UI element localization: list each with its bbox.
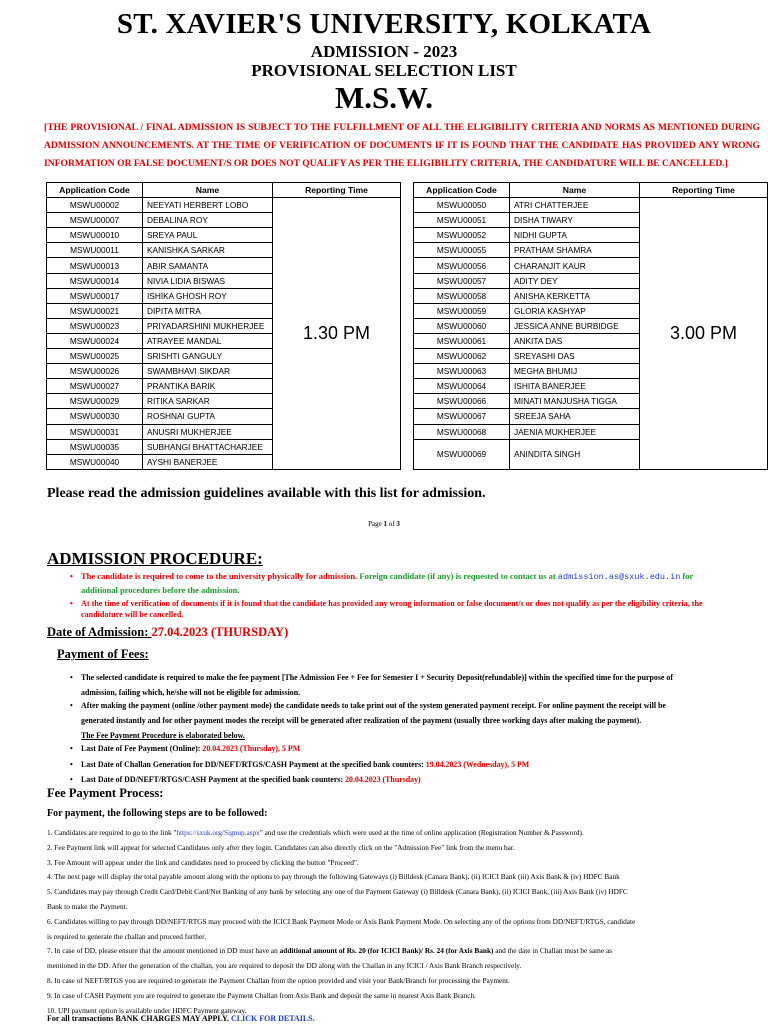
step-8: 8. In case of NEFT/RTGS you are required to generate the Payment Challan from the option provided and visit your Bank/Branch for processing the Payment. (47, 975, 510, 985)
page-mid: of (387, 520, 397, 528)
step-7c: mentioned in the DD. After the generation of the challan, you are required to deposit the DD along with the Challan in any ICICI / Axis Bank Branch respectively. (47, 961, 522, 971)
payment-of-fees-title: Payment of Fees: (57, 647, 149, 661)
header-time-right: Reporting Time (640, 183, 768, 198)
left-reporting-time: 1.30 PM (273, 198, 401, 470)
right-code-cell: MSWU00055 (414, 243, 510, 258)
program-title: M.S.W. (335, 80, 433, 115)
page-prefix: Page (368, 520, 384, 528)
header-time-left: Reporting Time (273, 183, 401, 198)
right-name-cell: ANISHA KERKETTA (510, 288, 640, 303)
right-name-cell: ANKITA DAS (510, 333, 640, 348)
page-total: 3 (396, 520, 400, 528)
university-title: ST. XAVIER'S UNIVERSITY, KOLKATA (116, 8, 652, 40)
footer-text: For all transactions BANK CHARGES MAY APPLY. (47, 1014, 232, 1023)
left-code-cell: MSWU00011 (47, 243, 143, 258)
right-code-cell: MSWU00061 (414, 333, 510, 348)
header-name-left: Name (143, 183, 273, 198)
fees-p5-label: Last Date of DD/NEFT/RTGS/CASH Payment at the specified bank counters: (81, 775, 346, 784)
selection-table (46, 182, 768, 470)
fees-bullet-2 (70, 698, 731, 743)
step-6a: 6. Candidates willing to pay through DD/NEFT/RTGS may proceed with the ICICI Bank Payment Mode or Axis Bank Payment Mode. On selecting any of the options from DD/NEFT/RTGS, candidate (47, 916, 636, 926)
b2-line1: At the time of verification of documents if it is found that the candidate has provided any wrong information or false document/s or does not qualify as per the eligibility criteria, the (81, 599, 703, 608)
left-name-cell: ISHIKA GHOSH ROY (143, 288, 273, 303)
right-code-cell: MSWU00064 (414, 379, 510, 394)
right-code-cell: MSWU00062 (414, 349, 510, 364)
fee-payment-process-title: Fee Payment Process: (47, 786, 164, 800)
right-code-cell: MSWU00066 (414, 394, 510, 409)
procedure-bullet-1 (70, 570, 731, 597)
table-row (47, 198, 768, 213)
left-code-cell: MSWU00014 (47, 273, 143, 288)
fees-p2-l1: After making the payment (online /other payment mode) the candidate needs to take print out of the system generated payment receipt. For online payment the receipt will be (81, 701, 666, 710)
header-name-right: Name (510, 183, 640, 198)
right-name-cell: JAENIA MUKHERJEE (510, 424, 640, 439)
step-5b: Bank to make the Payment. (47, 901, 128, 911)
right-name-cell: ADITY DEY (510, 273, 640, 288)
step-3: 3. Fee Amount will appear under the link and candidates need to proceed by clicking the button "Proceed". (47, 857, 359, 867)
left-code-cell: MSWU00035 (47, 439, 143, 454)
right-code-cell: MSWU00059 (414, 303, 510, 318)
admission-year: ADMISSION - 2023 (310, 42, 458, 61)
left-code-cell: MSWU00007 (47, 213, 143, 228)
left-code-cell: MSWU00030 (47, 409, 143, 424)
bullet-icon: • (70, 744, 73, 753)
b1-green-c: additional procedures before the admission. (81, 585, 240, 595)
procedure-title-text: ADMISSION PROCEDURE: (47, 549, 263, 568)
bank-charges-footer (47, 1014, 315, 1023)
date-of-admission (47, 625, 288, 640)
fees-p3-value: 20.04.2023 (Thursday), 5 PM (202, 744, 301, 753)
left-name-cell: NEEYATI HERBERT LOBO (143, 198, 273, 213)
procedure-bullet-2 (70, 598, 741, 620)
left-code-cell: MSWU00025 (47, 349, 143, 364)
right-name-cell: SREYASHI DAS (510, 349, 640, 364)
right-name-cell: MEGHA BHUMIJ (510, 364, 640, 379)
step-10: 10. UPI payment option is available under HDFC Payment gateway. (47, 1005, 247, 1015)
right-code-cell: MSWU00068 (414, 424, 510, 439)
left-code-cell: MSWU00002 (47, 198, 143, 213)
table-gap (401, 198, 414, 470)
doa-label: Date of Admission: (47, 625, 152, 639)
right-name-cell: NIDHI GUPTA (510, 228, 640, 243)
step-7a (47, 944, 727, 959)
step-9: 9. In case of CASH Payment you are required to generate the Payment Challan from Axis Bank and deposit the same in nearest Axis Bank Branch. (47, 990, 476, 1000)
right-name-cell: ATRI CHATTERJEE (510, 198, 640, 213)
table-body (47, 198, 768, 470)
signup-link[interactable]: https://sxuk.org/Signup.aspx (176, 828, 260, 837)
fees-bullet-1 (70, 670, 731, 700)
step-1-a: 1. Candidates are required to go to the link " (47, 828, 177, 837)
right-code-cell: MSWU00057 (414, 273, 510, 288)
left-name-cell: ROSHNAI GUPTA (143, 409, 273, 424)
fees-p3-label: Last Date of Fee Payment (Online): (81, 744, 203, 753)
step-7-b: and the date in Challan must be same as (493, 946, 612, 956)
doa-value: 27.04.2023 (THURSDAY) (151, 625, 289, 639)
right-name-cell: ANINDITA SINGH (510, 439, 640, 469)
page-number (0, 520, 768, 528)
left-code-cell: MSWU00024 (47, 333, 143, 348)
fees-p2-l3: The Fee Payment Procedure is elaborated below. (81, 731, 245, 740)
right-code-cell: MSWU00051 (414, 213, 510, 228)
left-code-cell: MSWU00040 (47, 454, 143, 469)
table-header-row (47, 183, 768, 198)
left-name-cell: PRIYADARSHINI MUKHERJEE (143, 318, 273, 333)
bullet-icon: • (70, 760, 73, 769)
left-name-cell: ABIR SAMANTA (143, 258, 273, 273)
fees-p4-value: 19.04.2023 (Wednesday), 5 PM (425, 760, 530, 769)
left-code-cell: MSWU00023 (47, 318, 143, 333)
right-name-cell: PRATHAM SHAMRA (510, 243, 640, 258)
left-code-cell: MSWU00021 (47, 303, 143, 318)
right-reporting-time: 3.00 PM (640, 198, 768, 470)
b1-green-a: Foreign candidate (if any) is requested to contact us at (357, 571, 558, 581)
right-name-cell: SREEJA SAHA (510, 409, 640, 424)
step-5a: 5. Candidates may pay through Credit Card/Debit Card/Net Banking of any bank by selecting any one of the Payment Gateway (i) Billdesk (Canara Bank), (ii) ICICI Bank, (iii) Axis Bank (iv) HDFC (47, 887, 628, 897)
header-code-right: Application Code (414, 183, 510, 198)
step-6b: is required to generate the challan and proceed further. (47, 931, 207, 941)
step-7-a: 7. In case of DD, please ensure that the amount mentioned in DD must have an (47, 946, 280, 956)
fees-bullet-3 (70, 742, 301, 755)
admission-procedure-title (47, 549, 263, 569)
contact-email-link[interactable]: admission.as@sxuk.edu.in (557, 572, 681, 582)
right-code-cell: MSWU00052 (414, 228, 510, 243)
fees-bullet-5 (70, 773, 421, 786)
left-name-cell: ANUSRI MUKHERJEE (143, 424, 273, 439)
step-2: 2. Fee Payment link will appear for selected Candidates only after they login. Candidates can also directly click on the "Admission Fee" link from the menu bar. (47, 842, 515, 852)
right-code-cell: MSWU00060 (414, 318, 510, 333)
table-gap (401, 183, 414, 198)
bullet-icon: • (70, 673, 73, 682)
left-name-cell: DIPITA MITRA (143, 303, 273, 318)
step-4: 4. The next page will display the total payable amount along with the options to pay through the following Gateways (i) Billdesk (Canara Bank), (ii) ICICI Bank (iii) Axis Bank & (iv) HDFC Bank (47, 872, 620, 882)
right-name-cell: ISHITA BANERJEE (510, 379, 640, 394)
list-title: PROVISIONAL SELECTION LIST (251, 61, 517, 80)
disclaimer: [THE PROVISIONAL / FINAL ADMISSION IS SUBJECT TO THE FULFILLMENT OF ALL THE ELIGIBILITY CRITERIA AND NORMS AS MENTIONED DURING ADMISSION ANNOUNCEMENTS. AT THE TIME OF VERIFICATION OF DOCUMENTS IF IT IS FOUND THAT THE CANDIDATE HAS PROVIDED ANY WRONG INFORMATION OR FALSE DOCUMENT/S OR DOES NOT QUALIFY AS PER THE ELIGIBILITY CRITERIA, THE CANDIDATURE WILL BE CANCELLED.] (44, 122, 760, 169)
left-code-cell: MSWU00013 (47, 258, 143, 273)
left-name-cell: PRANTIKA BARIK (143, 379, 273, 394)
right-code-cell: MSWU00069 (414, 439, 510, 469)
header-code-left: Application Code (47, 183, 143, 198)
left-code-cell: MSWU00031 (47, 424, 143, 439)
left-name-cell: SUBHANGI BHATTACHARJEE (143, 439, 273, 454)
right-code-cell: MSWU00058 (414, 288, 510, 303)
details-link[interactable]: CLICK FOR DETAILS. (231, 1014, 315, 1023)
bullet-icon: • (70, 701, 73, 710)
bullet-icon: • (70, 571, 73, 581)
b1-green-b: for (680, 571, 694, 581)
left-name-cell: KANISHKA SARKAR (143, 243, 273, 258)
left-name-cell: SREYA PAUL (143, 228, 273, 243)
left-name-cell: SWAMBHAVI SIKDAR (143, 364, 273, 379)
left-name-cell: ATRAYEE MANDAL (143, 333, 273, 348)
right-name-cell: MINATI MANJUSHA TIGGA (510, 394, 640, 409)
page-current: 1 (383, 520, 387, 528)
right-name-cell: CHARANJIT KAUR (510, 258, 640, 273)
b2-line2: candidature will be cancelled. (81, 610, 184, 619)
guidelines-note: Please read the admission guidelines available with this list for admission. (47, 486, 486, 501)
right-name-cell: DISHA TIWARY (510, 213, 640, 228)
fee-payment-subtitle: For payment, the following steps are to be followed: (47, 808, 268, 819)
left-code-cell: MSWU00029 (47, 394, 143, 409)
left-code-cell: MSWU00010 (47, 228, 143, 243)
left-name-cell: AYSHI BANERJEE (143, 454, 273, 469)
right-code-cell: MSWU00067 (414, 409, 510, 424)
right-code-cell: MSWU00063 (414, 364, 510, 379)
step-7-bold: additional amount of Rs. 20 (for ICICI Bank)/ Rs. 24 (for Axis Bank) (279, 946, 494, 956)
fees-bullet-4 (70, 758, 530, 771)
right-name-cell: GLORIA KASHYAP (510, 303, 640, 318)
payment-steps-list (47, 826, 727, 1018)
fees-p4-label: Last Date of Challan Generation for DD/NEFT/RTGS/CASH Payment at the specified bank counters: (81, 760, 426, 769)
b1-red: The candidate is required to come to the university physically for admission. (81, 571, 358, 581)
fees-p2-l2: generated instantly and for other payment modes the receipt will be generated after realization of the payment (usually three working days after making the payment). (81, 716, 642, 725)
left-name-cell: RITIKA SARKAR (143, 394, 273, 409)
left-name-cell: DEBALINA ROY (143, 213, 273, 228)
step-1 (47, 826, 727, 841)
bullet-icon: • (70, 599, 73, 608)
left-name-cell: SRISHTI GANGULY (143, 349, 273, 364)
left-code-cell: MSWU00017 (47, 288, 143, 303)
bullet-icon: • (70, 775, 73, 784)
fees-p5-value: 20.04.2023 (Thursday) (345, 775, 421, 784)
right-name-cell: JESSICA ANNE BURBIDGE (510, 318, 640, 333)
fees-p1-l2: admission, failing which, he/she will not be eligible for admission. (81, 688, 301, 697)
right-code-cell: MSWU00050 (414, 198, 510, 213)
step-1-b: " and use the credentials which were used at the time of online application (Registration Number & Password). (259, 828, 584, 837)
right-code-cell: MSWU00056 (414, 258, 510, 273)
fees-p1-l1: The selected candidate is required to make the fee payment [The Admission Fee + Fee for Semester I + Security Deposit(refundable)] within the specified time for the purpose of (81, 673, 673, 682)
left-name-cell: NIVIA LIDIA BISWAS (143, 273, 273, 288)
left-code-cell: MSWU00026 (47, 364, 143, 379)
left-code-cell: MSWU00027 (47, 379, 143, 394)
